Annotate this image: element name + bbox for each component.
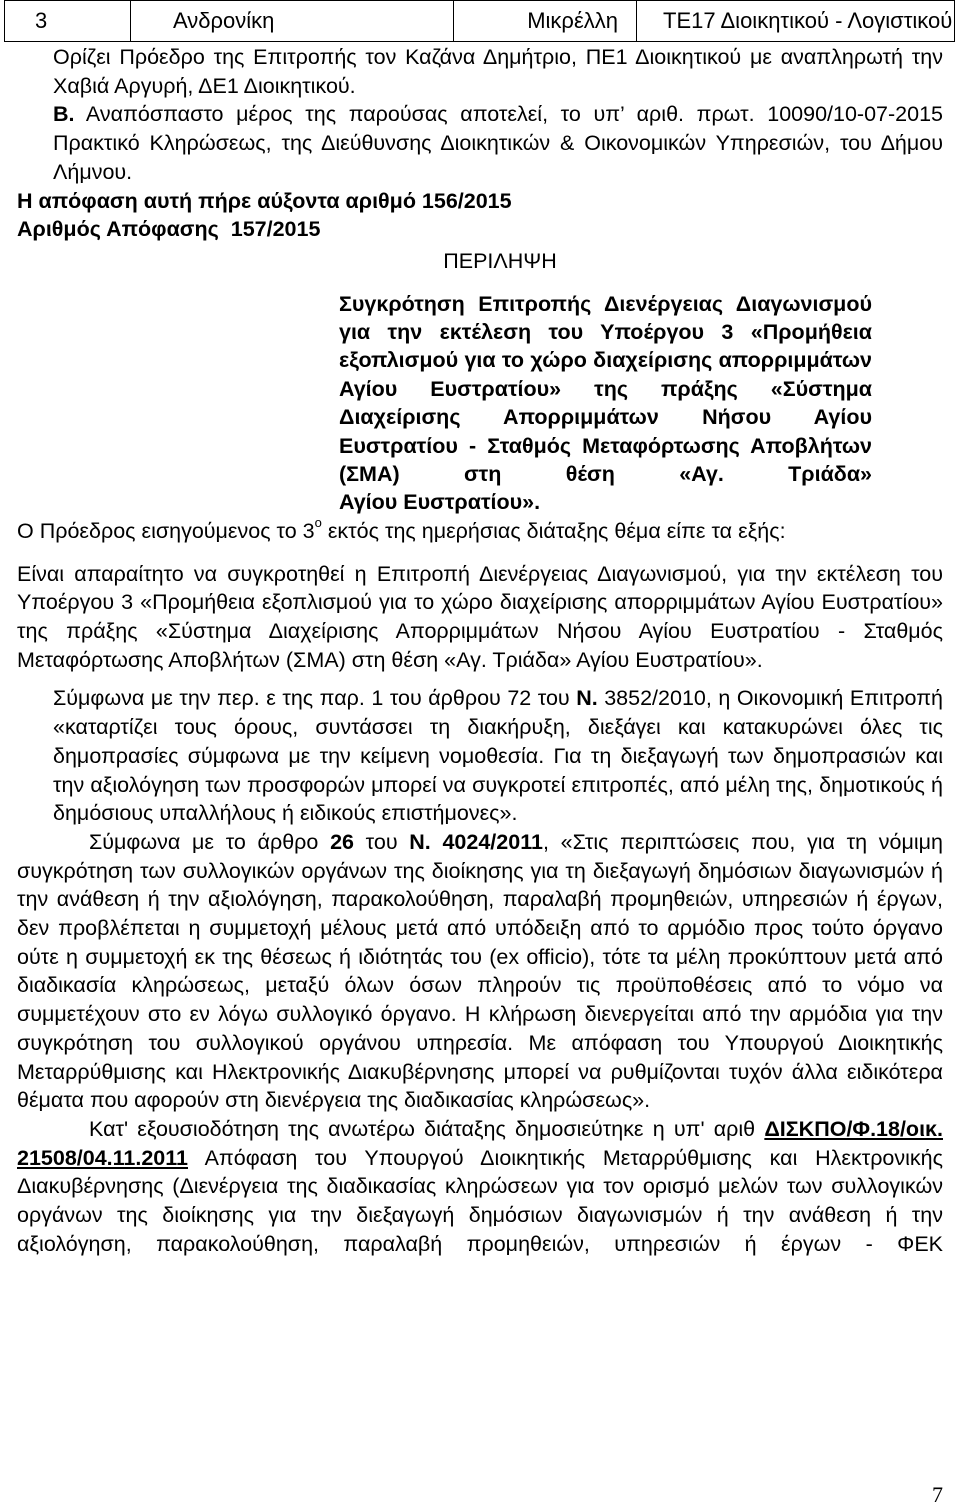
- chairman-paragraph: Ορίζει Πρόεδρο της Επιτροπής τον Καζάνα Δημήτριο, ΠΕ1 Διοικητικού με αναπληρωτή την Χαβιά Αργυρή, ΔΕ1 Διοικητικού.: [53, 45, 943, 98]
- necessity-paragraph: Είναι απαραίτητο να συγκροτηθεί η Επιτροπή Διενέργειας Διαγωνισμού, για την εκτέλεση του Υποέργου 3 «Προμήθεια εξοπλισμού για το χώρο διαχείρισης απορριμμάτων Αγίου Ευστρατίου» της πράξης «Σύστημα Διαχείρισης Απορριμμάτων Νήσου Αγίου Ευστρατίου - Σταθμός Μεταφόρτωσης Αποβλήτων (ΣΜΑ) στη θέση «Αγ. Τριάδα» Αγίου Ευστρατίου».: [17, 561, 943, 672]
- member-first-name-cell: Ανδρονίκη: [131, 1, 454, 42]
- ordinal-indicator: ο: [314, 514, 322, 530]
- decision-serial-line: Η απόφαση αυτή πήρε αύξοντα αριθμό 156/2015: [17, 188, 512, 213]
- summary-heading: ΠΕΡΙΛΗΨΗ: [443, 248, 557, 273]
- delegation-text-b: Απόφαση του Υπουργού Διοικητικής Μεταρρύθμισης και Ηλεκτρονικής Διακυβέρνησης (Διενέργεια της διαδικασίας κληρώσεων για τον ορισμό μελών των συλλογικών οργάνων της διοίκησης για την διεξαγωγή δημόσιων διαγωνισμών ή την ανάθεση ή την αξιολόγηση, παρακολούθηση, παραλαβή προμηθειών, υπηρεσιών ή έργων - ΦΕΚ: [17, 1145, 943, 1256]
- page-number: 7: [932, 1482, 943, 1507]
- spacer: [17, 276, 943, 290]
- delegation-reference: ΔΙΣΚΠΟ/Φ.18/οικ. 21508/04.11.2011: [17, 1116, 943, 1170]
- table-row: [5, 1, 955, 42]
- spacer: [17, 674, 943, 684]
- chairman-proposal-start: Ο Πρόεδρος εισηγούμενος το 3: [17, 518, 315, 543]
- committee-member-table: [4, 0, 955, 42]
- spacer: [17, 546, 943, 560]
- law-3852-text-a: Σύμφωνα με την περ. ε της παρ. 1 του άρθρου 72 του: [53, 686, 577, 711]
- member-branch-cell: ΤΕ17 Διοικητικού - Λογιστικού: [637, 1, 955, 42]
- paragraph-b: [17, 100, 943, 186]
- member-last-name-cell: Μικρέλλη: [454, 1, 637, 42]
- law-3852-text-b: 3852/2010, η Οικονομική Επιτροπή «καταρτίζει τους όρους, συντάσσει τη διακήρυξη, διεξάγει και κατακυρώνει όλες τις δημοπρασίες σύμφωνα με την κείμενη νομοθεσία. Για τη διεξαγωγή των δημοπρασιών και την αξιολόγηση των προσφορών μπορεί να συγκροτεί επιτροπές, από μέλη της, δημοτικούς ή δημόσιους υπαλλήλους ή ειδικούς επιστήμονες».: [53, 686, 943, 826]
- law-4024-paragraph: [17, 828, 943, 1115]
- delegation-paragraph: [17, 1115, 943, 1259]
- summary-text-end: Αγίου Ευστρατίου».: [339, 490, 541, 515]
- chairman-proposal-end: εκτός της ημερήσιας διάταξης θέμα είπε τα εξής:: [321, 518, 786, 543]
- document-body: [17, 43, 943, 1258]
- member-number-cell: 3: [5, 1, 131, 42]
- paragraph-b-text: Αναπόσπαστο μέρος της παρούσας αποτελεί, το υπ’ αριθ. πρωτ. 10090/10-07-2015 Πρακτικό Κληρώσεως, της Διεύθυνσης Διοικητικών & Οικονομικών Υπηρεσιών, του Δήμου Λήμνου.: [53, 102, 943, 184]
- law-3852-paragraph: [17, 684, 943, 828]
- law-4024-article: 26: [330, 829, 354, 854]
- delegation-text-a: Κατ' εξουσιοδότηση της ανωτέρω διάταξης δημοσιεύτηκε η υπ' αριθ: [89, 1116, 765, 1141]
- paragraph-b-label: Β.: [53, 102, 75, 127]
- law-4024-text-c: , «Στις περιπτώσεις που, για τη νόμιμη συγκρότηση των συλλογικών οργάνων της διοίκησης για τη διεξαγωγή δημόσιων διαγωνισμών ή την ανάθεση ή την αξιολόγηση, παρακολούθηση, παραλαβή προμηθειών, υπηρεσιών ή έργων, δεν προβλέπεται η συμμετοχή μέλους μετά από υπόδειξη από το αρμόδιο προς τούτο όργανο ούτε η συμμετοχή εκ της θέσεως ή ιδιότητάς του (ex officio), τότε τα μέλη προκύπτουν μετά από διαδικασία κληρώσεως, μεταξύ όλων όσων πληρούν τις προϋποθέσεις από το νόμο να συμμετέχουν στο εν λόγω συλλογικό όργανο. Η κλήρωση διενεργείται από την αρμόδια για την συγκρότηση του συλλογικού οργάνου υπηρεσία. Με απόφαση του Υπουργού Διοικητικής Μεταρρύθμισης και Ηλεκτρονικής Διακυβέρνησης μπορεί να ρυθμίζονται τυχόν άλλα ειδικότερα θέματα που αφορούν στη διενέργεια της διαδικασίας κληρώσεως».: [17, 829, 944, 1113]
- summary-text: Συγκρότηση Επιτροπής Διενέργειας Διαγωνισμού για την εκτέλεση του Υποέργου 3 «Προμήθεια εξοπλισμού για το χώρο διαχείρισης απορριμμάτων Αγίου Ευστρατίου» της πράξης «Σύστημα Διαχείρισης Απορριμμάτων Νήσου Αγίου Ευστρατίου - Σταθμός Μεταφόρτωσης Αποβλήτων (ΣΜΑ) στη θέση «Αγ. Τριάδα»: [339, 291, 872, 487]
- chairman-proposal: [17, 514, 943, 546]
- decision-number-line: Αριθμός Απόφασης 157/2015: [17, 217, 321, 242]
- law-4024-text-b: του: [353, 829, 410, 854]
- law-3852-abbr: Ν.: [576, 686, 598, 711]
- law-4024-reference: Ν. 4024/2011: [409, 829, 543, 854]
- law-4024-text-a: Σύμφωνα με το άρθρο: [89, 829, 331, 854]
